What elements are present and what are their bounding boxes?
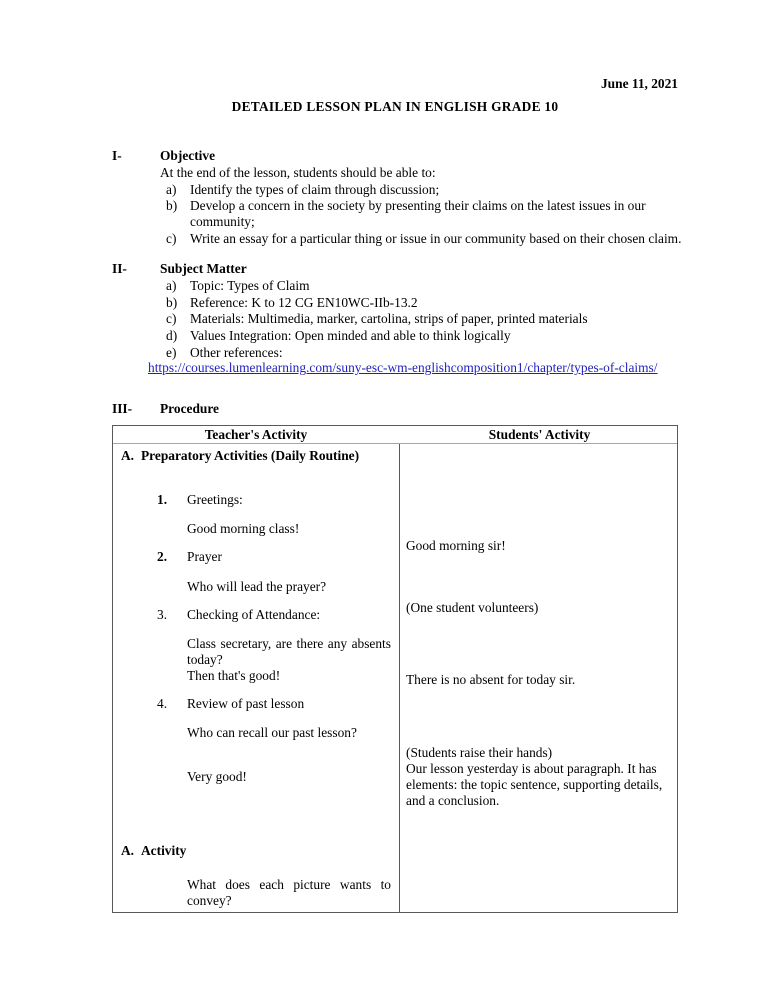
routine-marker-1: 1. (157, 491, 168, 507)
list-item (160, 311, 684, 327)
list-item-text: Identify the types of claim through discussion; (190, 181, 440, 197)
routine-label-4: Review of past lesson (187, 695, 305, 711)
document-date: June 11, 2021 (600, 76, 678, 91)
procedure-heading-row (112, 401, 684, 417)
section-procedure (112, 401, 684, 417)
activity-heading-text: Activity (141, 843, 187, 859)
routine-label-2: Prayer (187, 549, 222, 565)
activity-heading (121, 843, 391, 859)
list-item (160, 295, 684, 311)
list-marker: e) (166, 344, 177, 360)
section-subject-matter (112, 261, 684, 376)
list-item (160, 182, 684, 198)
prayer-reply: (One student volunteers) (406, 599, 539, 615)
procedure-heading: Procedure (160, 401, 220, 416)
students-activity-cell (400, 444, 679, 912)
procedure-table (112, 425, 678, 913)
subject-matter-list (160, 278, 684, 360)
list-item (157, 695, 391, 712)
routine-marker-2: 2. (157, 549, 168, 565)
column-header-students: Students' Activity (488, 427, 591, 442)
objective-numeral: I- (112, 148, 122, 163)
list-item (160, 278, 684, 294)
list-item-text: Values Integration: Open minded and able to think logically (190, 328, 511, 344)
routine-list (157, 491, 391, 508)
list-marker: b) (166, 198, 178, 214)
review-reply-line-1: (Students raise their hands) (406, 745, 553, 761)
subject-matter-heading: Subject Matter (160, 261, 247, 276)
list-item (157, 549, 391, 565)
routine-marker-3: 3. (157, 606, 168, 622)
attendance-reply: There is no absent for today sir. (406, 671, 576, 687)
list-marker: a) (166, 181, 177, 197)
subject-matter-heading-row (112, 261, 684, 277)
prayer-line: Who will lead the prayer? (187, 578, 327, 594)
routine-list-2 (157, 549, 391, 565)
routine-marker-4: 4. (157, 695, 168, 711)
list-marker: b) (166, 294, 178, 310)
document-title: DETAILED LESSON PLAN IN ENGLISH GRADE 10 (231, 99, 559, 114)
table-header-row (113, 426, 677, 444)
list-item-text: Topic: Types of Claim (190, 278, 310, 293)
preparatory-heading-text: Preparatory Activities (Daily Routine) (141, 448, 360, 463)
list-marker: c) (166, 311, 177, 327)
list-item-text: Write an essay for a particular thing or issue in our community based on their chosen claim. (190, 230, 682, 246)
list-item (160, 328, 684, 344)
review-question: Who can recall our past lesson? (187, 725, 357, 741)
column-header-teacher: Teacher's Activity (204, 427, 308, 442)
list-marker: d) (166, 328, 178, 344)
activity-question: What does each picture wants to convey? (187, 876, 391, 908)
routine-list-4 (157, 695, 391, 712)
list-marker: a) (166, 278, 177, 293)
list-item (160, 198, 684, 229)
routine-list-3 (157, 606, 391, 623)
list-item (157, 606, 391, 623)
greeting-reply: Good morning sir! (406, 538, 506, 553)
attendance-question: Class secretary, are there any absents today? (187, 636, 391, 668)
list-item-text: Other references: (190, 344, 283, 360)
list-item-text: Materials: Multimedia, marker, cartolina, strips of paper, printed materials (190, 311, 588, 327)
routine-label-1: Greetings: (187, 491, 243, 507)
objective-heading-row (112, 148, 684, 164)
list-item (160, 231, 684, 247)
activity-marker: A. (121, 843, 135, 859)
list-marker: c) (166, 230, 177, 246)
section-objective (112, 148, 684, 246)
list-item (157, 491, 391, 508)
preparatory-marker: A. (121, 448, 135, 463)
types-of-claims-link[interactable]: https://courses.lumenlearning.com/suny-esc-wm-englishcomposition1/chapter/types-of-claims/ (148, 360, 658, 376)
teacher-activity-cell (113, 444, 399, 912)
list-item-text: Develop a concern in the society by presenting their claims on the latest issues in our community; (190, 198, 646, 230)
objective-heading: Objective (160, 148, 216, 163)
review-reply-line-2: Our lesson yesterday is about paragraph. It has elements: the topic sentence, supporting details, and a conclusion. (406, 761, 663, 808)
list-item (160, 345, 684, 361)
routine-label-3: Checking of Attendance: (187, 606, 321, 622)
attendance-followup: Then that's good! (187, 667, 281, 683)
greeting-line: Good morning class! (187, 521, 300, 537)
preparatory-activities-heading (121, 448, 391, 464)
list-item-text: Reference: K to 12 CG EN10WC-IIb-13.2 (190, 294, 418, 310)
table-body (113, 444, 677, 912)
objective-list (160, 182, 684, 247)
procedure-numeral: III- (112, 401, 133, 416)
other-references-link-wrapper (148, 360, 684, 376)
objective-lead: At the end of the lesson, students should be able to: (160, 165, 436, 180)
review-praise: Very good! (187, 769, 247, 785)
subject-matter-numeral: II- (112, 261, 127, 276)
